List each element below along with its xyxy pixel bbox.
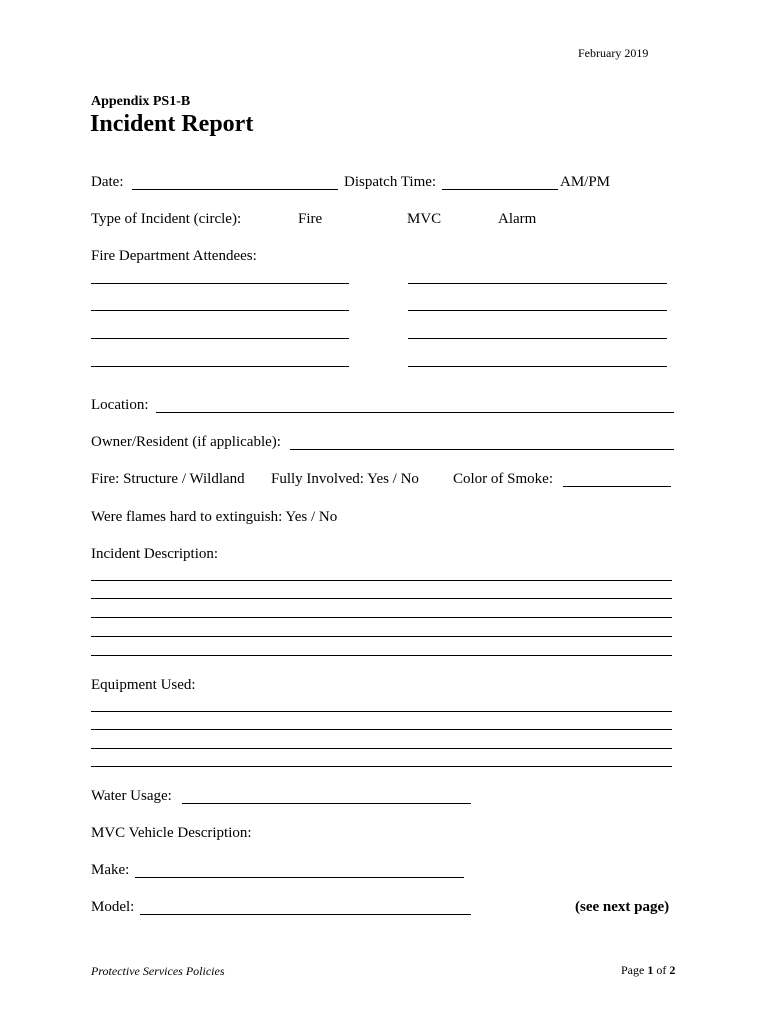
ampm-label: AM/PM	[560, 174, 611, 190]
attendee-field[interactable]	[91, 283, 349, 284]
date-label: Date:	[91, 174, 124, 190]
incident-option-alarm[interactable]: Alarm	[498, 211, 537, 227]
smoke-color-label: Color of Smoke:	[453, 471, 553, 487]
date-field[interactable]	[132, 189, 338, 190]
page-total: 2	[669, 963, 676, 977]
dispatch-time-label: Dispatch Time:	[344, 174, 437, 190]
location-field[interactable]	[156, 412, 674, 413]
dispatch-time-field[interactable]	[442, 189, 558, 190]
water-usage-label: Water Usage:	[91, 788, 172, 804]
attendee-field[interactable]	[91, 338, 349, 339]
page-prefix: Page	[621, 963, 648, 977]
page-number	[621, 963, 675, 978]
make-label: Make:	[91, 862, 130, 878]
attendee-field[interactable]	[408, 310, 667, 311]
flames-question[interactable]: Were flames hard to extinguish: Yes / No	[91, 509, 338, 525]
page-current: 1	[647, 963, 654, 977]
equipment-line[interactable]	[91, 748, 672, 749]
description-line[interactable]	[91, 636, 672, 637]
description-line[interactable]	[91, 580, 672, 581]
page-of: of	[653, 963, 670, 977]
model-field[interactable]	[140, 914, 471, 915]
model-label: Model:	[91, 899, 135, 915]
smoke-color-field[interactable]	[563, 486, 671, 487]
equipment-line[interactable]	[91, 766, 672, 767]
description-label: Incident Description:	[91, 546, 219, 562]
attendee-field[interactable]	[408, 366, 667, 367]
equipment-line[interactable]	[91, 711, 672, 712]
fire-type-label[interactable]: Fire: Structure / Wildland	[91, 471, 245, 487]
incident-option-mvc[interactable]: MVC	[407, 211, 442, 227]
fully-involved-label[interactable]: Fully Involved: Yes / No	[271, 471, 419, 487]
attendee-field[interactable]	[408, 338, 667, 339]
equipment-line[interactable]	[91, 729, 672, 730]
page-title: Incident Report	[90, 111, 254, 137]
mvc-description-label: MVC Vehicle Description:	[91, 825, 252, 841]
incident-option-fire[interactable]: Fire	[298, 211, 323, 227]
owner-label: Owner/Resident (if applicable):	[91, 434, 281, 450]
description-line[interactable]	[91, 655, 672, 656]
attendee-field[interactable]	[91, 366, 349, 367]
owner-field[interactable]	[290, 449, 674, 450]
incident-type-label: Type of Incident (circle):	[91, 211, 242, 227]
description-line[interactable]	[91, 617, 672, 618]
attendee-field[interactable]	[408, 283, 667, 284]
footer-policy: Protective Services Policies	[91, 964, 225, 978]
equipment-label: Equipment Used:	[91, 677, 196, 693]
appendix-label: Appendix PS1-B	[91, 94, 191, 109]
make-field[interactable]	[135, 877, 464, 878]
see-next-page: (see next page)	[575, 899, 670, 915]
attendee-field[interactable]	[91, 310, 349, 311]
header-date: February 2019	[578, 46, 649, 60]
water-usage-field[interactable]	[182, 803, 471, 804]
attendees-label: Fire Department Attendees:	[91, 248, 257, 264]
location-label: Location:	[91, 397, 149, 413]
description-line[interactable]	[91, 598, 672, 599]
